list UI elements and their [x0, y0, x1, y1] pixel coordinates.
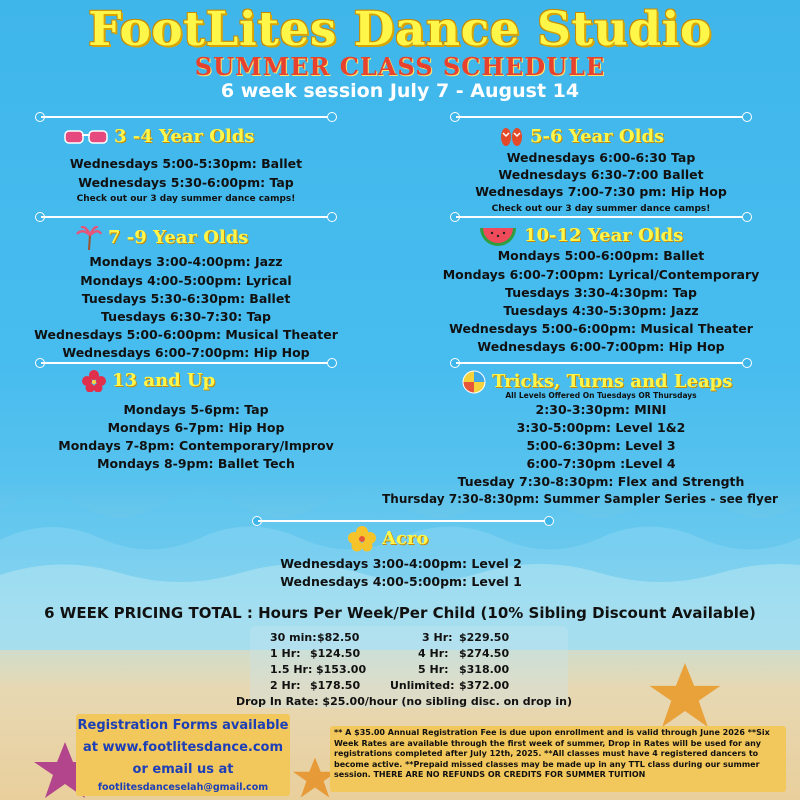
class-line: Tuesday 7:30-8:30pm: Flex and Strength [457, 474, 745, 489]
class-line: Wednesdays 6:30-7:00 Ballet [498, 167, 704, 182]
section-label: Tricks, Turns and Leaps [492, 371, 733, 392]
class-line: 6:00-7:30pm :Level 4 [526, 456, 676, 471]
section-title-13-and-up [82, 370, 215, 392]
price-value: $372.00 [459, 679, 510, 692]
class-line: Tuesdays 3:30-4:30pm: Tap [505, 285, 697, 300]
section-title-10-12-year-olds [478, 225, 683, 246]
section-title-acro [348, 526, 428, 552]
section-label: 3 -4 Year Olds [114, 126, 255, 147]
hibiscus-icon [82, 370, 106, 392]
class-line: Wednesdays 7:00-7:30 pm: Hip Hop [475, 184, 727, 199]
section-label: 13 and Up [112, 370, 216, 391]
levels-note: All Levels Offered On Tuesdays OR Thursdays [505, 391, 697, 400]
section-label: 7 -9 Year Olds [108, 227, 249, 248]
class-line: Mondays 6:00-7:00pm: Lyrical/Contemporary [442, 267, 760, 282]
price-value: $178.50 [310, 679, 361, 692]
class-line: Mondays 5:00-6:00pm: Ballet [497, 248, 705, 263]
section-divider [35, 112, 337, 122]
price-label: 3 Hr: [422, 631, 453, 644]
price-value: $82.50 [317, 631, 360, 644]
section-divider [35, 212, 337, 222]
class-line: Wednesdays 6:00-7:00pm: Hip Hop [477, 339, 725, 354]
section-title-7-9-year-olds [76, 226, 248, 250]
price-value: $229.50 [459, 631, 510, 644]
class-line: Wednesdays 3:00-4:00pm: Level 2 [280, 556, 522, 571]
class-line: Wednesdays 5:00-6:00pm: Musical Theater [449, 321, 753, 336]
fine-print-box [330, 726, 786, 792]
class-line: Wednesdays 6:00-7:00pm: Hip Hop [62, 345, 310, 360]
class-line: Mondays 7-8pm: Contemporary/Improv [58, 438, 334, 453]
class-line: Wednesdays 5:00-6:00pm: Musical Theater [34, 327, 338, 342]
sunglasses-icon [64, 129, 108, 145]
session-dates: 6 week session July 7 - August 14 [220, 80, 580, 102]
camp-note: Check out our 3 day summer dance camps! [76, 194, 296, 204]
class-line: Tuesdays 5:30-6:30pm: Ballet [81, 291, 291, 306]
palm-tree-icon [76, 226, 102, 250]
starfish-icon [645, 660, 725, 730]
page-title: FootLites Dance Studio [88, 2, 712, 57]
class-line: Mondays 8-9pm: Ballet Tech [97, 456, 295, 471]
class-line: 3:30-5:00pm: Level 1&2 [516, 420, 686, 435]
class-line: Thursday 7:30-8:30pm: Summer Sampler Series - see flyer [382, 492, 778, 506]
section-label: 10-12 Year Olds [524, 225, 684, 246]
class-line: Tuesdays 6:30-7:30: Tap [101, 309, 271, 324]
flip-flops-icon [500, 127, 524, 147]
registration-line: or email us at [132, 762, 234, 777]
class-line: Wednesdays 5:00-5:30pm: Ballet [69, 156, 303, 171]
price-value: $274.50 [459, 647, 510, 660]
price-label: 30 min: [270, 631, 317, 644]
price-label: 4 Hr: [418, 647, 449, 660]
price-value: $318.00 [459, 663, 510, 676]
price-label: 2 Hr: [270, 679, 301, 692]
drop-in-rate: Drop In Rate: $25.00/hour (no sibling disc. on drop in) [236, 695, 572, 708]
price-label: 1.5 Hr: [270, 663, 313, 676]
price-label: 5 Hr: [418, 663, 449, 676]
email-link[interactable]: footlitesdanceselah@gmail.com [97, 782, 269, 793]
pricing-heading: 6 WEEK PRICING TOTAL : Hours Per Week/Per Child (10% Sibling Discount Available) [44, 604, 756, 622]
watermelon-icon [478, 226, 518, 246]
class-line: Mondays 6-7pm: Hip Hop [107, 420, 285, 435]
class-line: Wednesdays 5:30-6:00pm: Tap [78, 175, 294, 190]
class-line: Mondays 5-6pm: Tap [123, 402, 269, 417]
section-title-5-6-year-olds [500, 126, 664, 147]
class-line: Mondays 4:00-5:00pm: Lyrical [80, 273, 292, 288]
website-link[interactable]: at www.footlitesdance.com [82, 740, 284, 755]
class-line: Mondays 3:00-4:00pm: Jazz [89, 254, 283, 269]
section-label: Acro [382, 528, 429, 549]
class-line: 5:00-6:30pm: Level 3 [526, 438, 676, 453]
section-divider [252, 516, 554, 526]
price-label: 1 Hr: [270, 647, 301, 660]
yellow-flower-icon [348, 526, 376, 552]
fine-print: ** A $35.00 Annual Registration Fee is due upon enrollment and is valid through June 2026 **Six Week Rates are available through the first week of summer, Drop in Rates will be used for any registrations completed after July 12th, 2025. **All classes must have 4 registered dancers to become active. **Prepaid missed classes may be made up in any TTL class during our summer session. THERE ARE NO REFUNDS OR CREDITS FOR SUMMER TUITION [334, 728, 770, 779]
price-label: Unlimited: [390, 679, 455, 692]
page-subtitle: SUMMER CLASS SCHEDULE [194, 52, 606, 81]
class-line: Wednesdays 4:00-5:00pm: Level 1 [280, 574, 522, 589]
price-value: $153.00 [316, 663, 367, 676]
camp-note: Check out our 3 day summer dance camps! [491, 204, 711, 214]
price-value: $124.50 [310, 647, 361, 660]
registration-box [76, 714, 290, 796]
section-divider [450, 358, 752, 368]
class-line: 2:30-3:30pm: MINI [535, 402, 667, 417]
class-line: Wednesdays 6:00-6:30 Tap [506, 150, 696, 165]
class-line: Tuesdays 4:30-5:30pm: Jazz [503, 303, 699, 318]
section-divider [450, 112, 752, 122]
section-label: 5-6 Year Olds [530, 126, 665, 147]
registration-line: Registration Forms available [77, 718, 289, 733]
section-title-3-4-year-olds [64, 126, 254, 147]
